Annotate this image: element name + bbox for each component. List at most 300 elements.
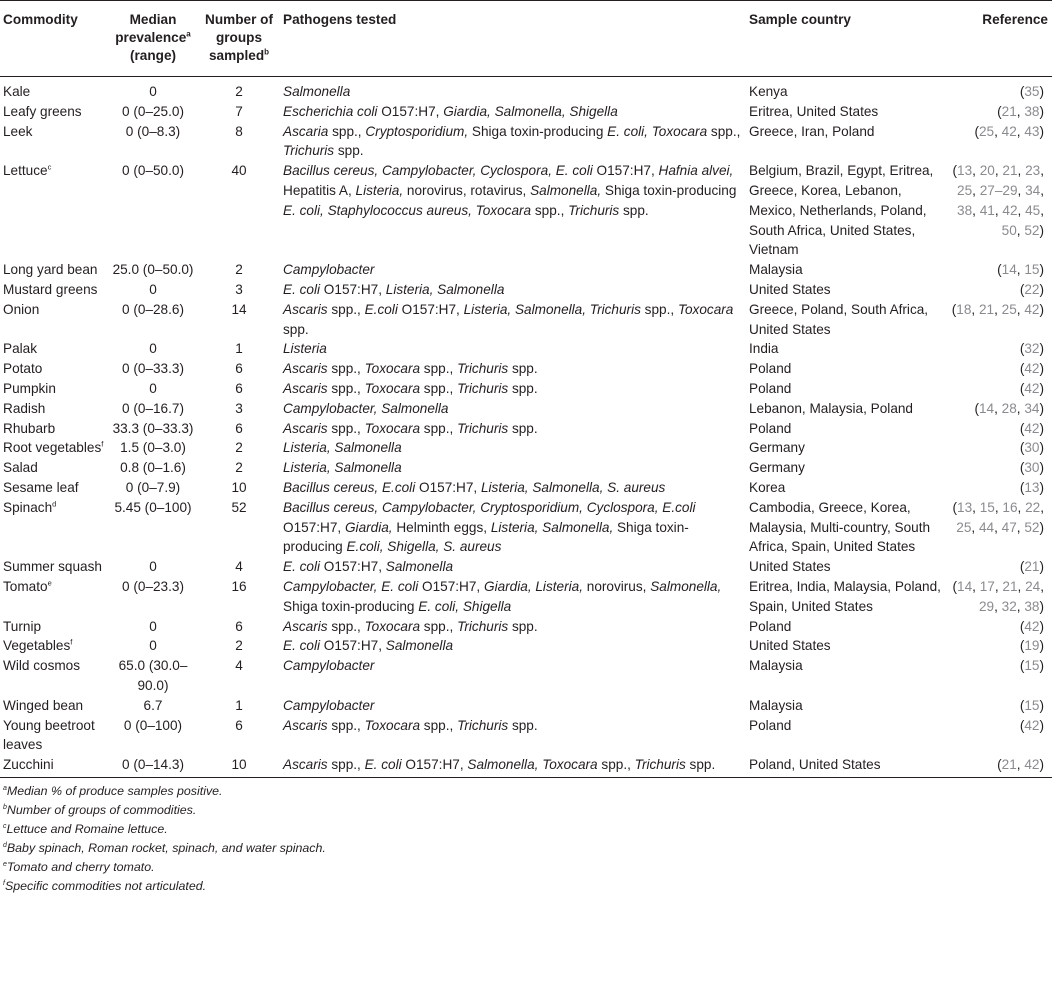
groups-cell: 2: [235, 460, 243, 476]
pathogen-text: Escherichia coli: [283, 103, 378, 119]
footnote: [3, 782, 1052, 801]
table-row: [0, 359, 1052, 379]
pathogen-text: Ascaris: [283, 757, 328, 773]
reference-link[interactable]: 38: [957, 202, 973, 218]
reference-link[interactable]: 32: [1024, 341, 1040, 357]
reference-link[interactable]: 42: [1024, 717, 1040, 733]
reference-link[interactable]: 30: [1024, 440, 1040, 456]
pathogens-cell: [280, 755, 746, 777]
groups-cell: 10: [198, 755, 280, 777]
median-cell: 0: [149, 618, 157, 634]
pathogen-text: E. coli, Shigella: [418, 598, 512, 614]
median-cell: 1.5 (0–3.0): [120, 440, 186, 456]
reference-link[interactable]: 28: [1001, 400, 1017, 416]
pathogen-text: Toxocara: [364, 361, 421, 377]
pathogen-text: Campylobacter: [283, 262, 375, 278]
pathogen-text: O157:H7,: [377, 103, 444, 119]
pathogen-text: Campylobacter, Salmonella: [283, 400, 449, 416]
reference-cell: (42): [1019, 717, 1044, 733]
pathogen-text: spp.: [685, 757, 716, 773]
commodity-cell: [0, 82, 108, 102]
reference-link[interactable]: 15: [1024, 658, 1040, 674]
reference-link[interactable]: 42: [1002, 202, 1018, 218]
pathogen-text: Cryptosporidium,: [365, 123, 469, 139]
reference-link[interactable]: 21: [1001, 103, 1017, 119]
reference-link[interactable]: 50: [1001, 222, 1017, 238]
reference-link[interactable]: 21: [978, 301, 995, 317]
pathogen-text: E.coli: [364, 301, 398, 317]
pathogen-text: Salmonella,: [530, 182, 602, 198]
pathogen-text: Listeria,: [355, 182, 404, 198]
country-cell: Malaysia: [749, 697, 803, 713]
footnote-mark: d: [52, 499, 57, 509]
country-cell: Poland: [749, 380, 792, 396]
pathogen-text: Listeria, Salmonella, S. aureus: [480, 479, 666, 495]
reference-cell: (42): [1019, 420, 1044, 436]
median-cell: 0.8 (0–1.6): [120, 460, 186, 476]
country-cell: Eritrea, India, Malaysia, Poland, Spain, United States: [749, 578, 941, 614]
reference-cell: (13, 15, 16, 22, 25, 44, 47, 52): [952, 499, 1044, 535]
median-cell: 0: [149, 281, 157, 297]
pathogens-cell: [280, 716, 746, 756]
reference-link[interactable]: 13: [957, 499, 973, 515]
reference-link[interactable]: 44: [978, 519, 995, 535]
groups-cell: 1: [235, 341, 243, 357]
pathogens-cell: [280, 419, 746, 439]
pathogens-cell: [280, 696, 746, 716]
country-cell: Belgium, Brazil, Egypt, Eritrea, Greece, Korea, Lebanon, Mexico, Netherlands, Poland, South Africa, United States, Vietnam: [749, 163, 934, 258]
pathogen-text: O157:H7,: [397, 301, 464, 317]
pathogen-text: Shiga toxin-producing: [283, 519, 689, 555]
reference-link[interactable]: 35: [1024, 84, 1040, 99]
median-cell: 0 (0–33.3): [122, 361, 184, 377]
footnote-text: Lettuce and Romaine lettuce.: [6, 821, 168, 836]
pathogen-text: spp.,: [420, 717, 458, 733]
commodity-cell: [0, 656, 108, 696]
footnotes: [0, 778, 1052, 896]
commodity-name: Wild cosmos: [3, 658, 81, 674]
commodity-cell: [0, 339, 108, 359]
median-cell: 0 (0–8.3): [125, 123, 181, 139]
pathogen-text: spp.,: [420, 420, 458, 436]
pathogen-text: Bacillus cereus, Campylobacter, Cyclospora, E. coli: [283, 163, 593, 179]
pathogen-text: Ascaris: [283, 301, 328, 317]
commodity-cell: [0, 280, 108, 300]
pathogen-text: Trichuris: [568, 202, 620, 218]
commodity-name: Pumpkin: [3, 380, 56, 396]
groups-cell: 3: [235, 281, 243, 297]
groups-cell: 8: [235, 123, 243, 139]
pathogen-text: spp.,: [328, 123, 366, 139]
groups-cell: 4: [235, 559, 243, 575]
footnote-mark: c: [47, 162, 52, 172]
footnote-mark: c: [3, 822, 7, 830]
footnote-mark: f: [70, 637, 73, 647]
pathogen-text: Listeria, Salmonella: [283, 460, 402, 476]
pathogen-text: Ascaris: [283, 361, 328, 377]
reference-cell: (19): [1019, 638, 1044, 654]
header-commodity: Commodity: [0, 1, 108, 77]
pathogen-text: Trichuris: [457, 380, 509, 396]
pathogen-text: norovirus, rotavirus,: [403, 182, 531, 198]
pathogen-text: Salmonella, Toxocara: [467, 757, 598, 773]
pathogen-text: Toxocara: [364, 717, 421, 733]
commodity-name: Winged bean: [3, 697, 84, 713]
pathogen-text: spp.: [334, 143, 364, 159]
pathogens-cell: [280, 102, 746, 122]
reference-link[interactable]: 42: [1024, 420, 1040, 436]
footnote: [3, 877, 1052, 896]
pathogen-text: Hafnia alvei,: [658, 163, 734, 179]
table-row: [0, 478, 1052, 498]
commodity-cell: [0, 102, 108, 122]
pathogen-text: spp.,: [327, 757, 365, 773]
reference-link[interactable]: 42: [1024, 301, 1040, 317]
reference-link[interactable]: 43: [1024, 123, 1040, 139]
reference-link[interactable]: 19: [1024, 638, 1040, 654]
reference-cell: (30): [1019, 460, 1044, 476]
country-cell: Greece, Iran, Poland: [749, 123, 875, 139]
pathogen-text: Ascaris: [283, 380, 328, 396]
pathogens-cell: [280, 280, 746, 300]
pathogens-cell: [280, 260, 746, 280]
table-row: [0, 419, 1052, 439]
table-row: [0, 122, 1052, 162]
reference-link[interactable]: 17: [979, 578, 995, 594]
reference-cell: (42): [1019, 361, 1044, 377]
pathogen-text: O157:H7,: [592, 163, 659, 179]
country-cell: Kenya: [749, 84, 788, 99]
commodity-name: Tomato: [3, 578, 48, 594]
country-cell: Poland: [749, 717, 792, 733]
pathogen-text: O157:H7,: [283, 519, 345, 535]
commodity-cell: [0, 458, 108, 478]
groups-cell: 4: [235, 658, 243, 674]
table-row: [0, 339, 1052, 359]
pathogen-text: Bacillus cereus, E.coli: [283, 479, 416, 495]
pathogen-text: spp.: [508, 717, 538, 733]
pathogens-cell: [280, 557, 746, 577]
reference-link[interactable]: 42: [1024, 618, 1040, 634]
pathogens-cell: [280, 359, 746, 379]
commodity-name: Lettuce: [3, 163, 48, 179]
reference-link[interactable]: 21: [1002, 163, 1018, 179]
reference-link[interactable]: 30: [1024, 460, 1040, 476]
groups-cell: 52: [231, 499, 247, 515]
reference-link[interactable]: 27–29: [979, 182, 1018, 198]
median-cell: 0 (0–14.3): [108, 755, 198, 777]
reference-link[interactable]: 25: [956, 519, 972, 535]
pathogen-text: E. coli: [283, 638, 321, 654]
pathogen-text: Trichuris: [457, 618, 509, 634]
commodity-cell: [0, 359, 108, 379]
pathogen-text: spp.,: [707, 123, 741, 139]
footnote-mark: e: [3, 860, 7, 868]
commodity-name: Leek: [3, 123, 33, 139]
pathogens-cell: [280, 82, 746, 102]
median-cell: 0: [149, 380, 157, 396]
pathogens-cell: [280, 498, 746, 557]
table-row: [0, 280, 1052, 300]
pathogen-text: spp.: [508, 420, 538, 436]
reference-cell: (14, 28, 34): [974, 400, 1044, 416]
commodity-cell: [0, 498, 108, 557]
reference-cell: (25, 42, 43): [974, 123, 1044, 139]
median-cell: 0 (0–28.6): [122, 301, 184, 317]
pathogen-text: E.coli, Shigella, S. aureus: [346, 539, 502, 555]
pathogen-text: Listeria: [283, 341, 327, 357]
table-row: [0, 399, 1052, 419]
pathogens-cell: [280, 478, 746, 498]
country-cell: Poland, United States: [746, 755, 946, 777]
reference-link[interactable]: 14: [978, 400, 995, 416]
reference-link[interactable]: 32: [1001, 598, 1017, 614]
commodity-name: Spinach: [3, 499, 53, 515]
pathogen-text: spp.,: [327, 717, 365, 733]
pathogen-text: Ascaria: [283, 123, 329, 139]
groups-cell: 6: [235, 420, 243, 436]
reference-link[interactable]: 42: [1024, 380, 1040, 396]
footnote-text: Baby spinach, Roman rocket, spinach, and water spinach.: [6, 840, 326, 855]
reference-link[interactable]: 25: [978, 123, 995, 139]
pathogen-text: Campylobacter: [283, 697, 375, 713]
groups-cell: 1: [235, 697, 243, 713]
reference-link[interactable]: 15: [1024, 262, 1040, 278]
pathogen-text: E. coli, Toxocara: [607, 123, 708, 139]
reference-link[interactable]: 14: [957, 578, 973, 594]
pathogens-cell: [280, 379, 746, 399]
reference-link[interactable]: 38: [1024, 103, 1040, 119]
pathogen-text: Salmonella,: [650, 578, 722, 594]
median-cell: 25.0 (0–50.0): [112, 262, 194, 278]
reference-link[interactable]: 42: [1024, 361, 1040, 377]
groups-cell: 7: [235, 103, 243, 119]
reference-link[interactable]: 13: [957, 163, 973, 179]
table-row: [0, 458, 1052, 478]
pathogen-text: E. coli: [283, 281, 321, 297]
reference-link[interactable]: 42: [1024, 757, 1040, 773]
reference-link[interactable]: 52: [1024, 519, 1040, 535]
pathogen-text: spp.: [508, 618, 538, 634]
table-row: [0, 82, 1052, 102]
pathogen-text: spp.: [508, 361, 538, 377]
pathogen-text: O157:H7,: [320, 281, 386, 297]
table-row: [0, 656, 1052, 696]
reference-cell: (13): [1019, 479, 1044, 495]
commodity-name: Onion: [3, 301, 40, 317]
reference-link[interactable]: 15: [1024, 697, 1040, 713]
header-reference: Reference: [946, 1, 1052, 77]
reference-cell: (21, 38): [997, 103, 1044, 119]
pathogens-cell: [280, 636, 746, 656]
reference-link[interactable]: 25: [1001, 301, 1017, 317]
reference-link[interactable]: 41: [979, 202, 995, 218]
pathogens-cell: [280, 656, 746, 696]
pathogen-text: Toxocara: [364, 420, 421, 436]
table-header: [0, 1, 1052, 77]
reference-link[interactable]: 45: [1025, 202, 1041, 218]
reference-link[interactable]: 21: [1001, 757, 1017, 773]
commodity-cell: [0, 399, 108, 419]
table-row: [0, 379, 1052, 399]
reference-link[interactable]: 13: [1024, 479, 1040, 495]
pathogen-text: spp.: [283, 321, 309, 337]
pathogen-text: spp.,: [327, 380, 365, 396]
pathogen-text: Ascaris: [283, 420, 328, 436]
commodity-name: Rhubarb: [3, 420, 56, 436]
table-row: [0, 438, 1052, 458]
table-row: [0, 696, 1052, 716]
reference-cell: (30): [1019, 440, 1044, 456]
reference-cell: (42): [1019, 618, 1044, 634]
footnote-text: Number of groups of commodities.: [6, 802, 197, 817]
footnote-text: Specific commodities not articulated.: [4, 878, 207, 893]
pathogen-text: Campylobacter, E. coli: [283, 578, 419, 594]
commodity-name: Young beetroot leaves: [3, 717, 95, 753]
footnote-mark: e: [47, 578, 52, 588]
pathogen-text: E. coli: [283, 559, 321, 575]
groups-cell: 16: [231, 578, 247, 594]
commodity-cell: [0, 577, 108, 617]
pathogen-text: spp.,: [531, 202, 569, 218]
pathogen-text: spp.,: [420, 380, 458, 396]
pathogen-text: Salmonella: [283, 84, 351, 99]
reference-link[interactable]: 25: [957, 182, 973, 198]
pathogen-text: spp.,: [327, 361, 365, 377]
commodity-name: Root vegetables: [3, 440, 102, 456]
table-row: [0, 161, 1052, 260]
commodity-cell: [0, 557, 108, 577]
pathogen-text: spp.,: [420, 618, 458, 634]
reference-cell: (15): [1019, 697, 1044, 713]
pathogen-text: Shiga toxin-producing: [468, 123, 608, 139]
median-cell: 0 (0–7.9): [125, 479, 181, 495]
reference-link[interactable]: 16: [1002, 499, 1018, 515]
header-median-prevalence: Median prevalence$^a$ (range): [108, 1, 198, 77]
table-body: [0, 77, 1052, 778]
pathogen-text: Listeria, Salmonella, Trichuris: [463, 301, 641, 317]
pathogen-text: spp.: [619, 202, 649, 218]
reference-link[interactable]: 15: [979, 499, 995, 515]
reference-link[interactable]: 21: [1002, 578, 1018, 594]
median-cell: 0 (0–16.7): [122, 400, 184, 416]
country-cell: Poland: [749, 618, 792, 634]
reference-link[interactable]: 34: [1024, 400, 1040, 416]
country-cell: Greece, Poland, South Africa, United States: [749, 301, 929, 337]
footnote-mark: a: [3, 784, 7, 792]
pathogen-text: Trichuris: [457, 717, 509, 733]
median-cell: 33.3 (0–33.3): [112, 420, 194, 436]
header-number-of-groups: Number of groups sampled$^b$: [198, 1, 280, 77]
table-row: [0, 102, 1052, 122]
footnote-mark: a: [186, 29, 191, 39]
reference-link[interactable]: 42: [1001, 123, 1017, 139]
pathogens-cell: [280, 458, 746, 478]
commodity-name: Kale: [3, 84, 31, 99]
pathogen-text: Campylobacter: [283, 658, 375, 674]
reference-link[interactable]: 18: [956, 301, 972, 317]
pathogen-text: Ascaris: [283, 618, 328, 634]
footnote-text: Tomato and cherry tomato.: [6, 859, 155, 874]
reference-link[interactable]: 20: [979, 163, 995, 179]
pathogen-text: spp.: [508, 380, 538, 396]
reference-link[interactable]: 52: [1024, 222, 1040, 238]
reference-cell: (35): [1019, 84, 1044, 99]
commodity-cell: [0, 300, 108, 340]
reference-link[interactable]: 22: [1025, 499, 1041, 515]
commodity-name: Radish: [3, 400, 46, 416]
pathogen-text: norovirus,: [582, 578, 651, 594]
pathogen-text: Listeria, Salmonella,: [490, 519, 614, 535]
reference-cell: (18, 21, 25, 42): [951, 301, 1044, 317]
groups-cell: 2: [235, 440, 243, 456]
country-cell: Malaysia: [749, 658, 803, 674]
country-cell: Korea: [749, 479, 786, 495]
median-cell: 0: [149, 638, 157, 654]
footnote-mark: f: [3, 879, 5, 887]
reference-link[interactable]: 24: [1025, 578, 1041, 594]
footnote: [3, 839, 1052, 858]
pathogen-text: spp.,: [327, 420, 365, 436]
pathogen-text: Listeria, Salmonella: [283, 440, 402, 456]
commodity-cell: [0, 122, 108, 162]
pathogen-text: Toxocara: [677, 301, 734, 317]
reference-cell: (32): [1019, 341, 1044, 357]
commodity-name: Zucchini: [3, 757, 54, 773]
reference-cell: (42): [1019, 380, 1044, 396]
reference-link[interactable]: 23: [1025, 163, 1041, 179]
footnote-mark: f: [101, 439, 104, 449]
reference-link[interactable]: 34: [1025, 182, 1041, 198]
groups-cell: 2: [235, 84, 243, 99]
country-cell: United States: [749, 638, 831, 654]
footnote-mark: b: [264, 47, 270, 57]
country-cell: Eritrea, United States: [749, 103, 879, 119]
groups-cell: 10: [231, 479, 247, 495]
country-cell: United States: [749, 559, 831, 575]
groups-cell: 6: [235, 618, 243, 634]
groups-cell: 6: [235, 717, 243, 733]
reference-link[interactable]: 22: [1024, 281, 1040, 297]
commodity-cell: [0, 478, 108, 498]
reference-cell: (21): [1019, 559, 1044, 575]
commodity-name: Salad: [3, 460, 38, 476]
reference-link[interactable]: 21: [1024, 559, 1040, 575]
commodity-cell: [0, 755, 108, 777]
groups-cell: 3: [235, 400, 243, 416]
reference-link[interactable]: 47: [1001, 519, 1017, 535]
reference-link[interactable]: 29: [978, 598, 995, 614]
country-cell: Germany: [749, 460, 805, 476]
commodity-cell: [0, 438, 108, 458]
pathogen-text: Trichuris: [457, 420, 509, 436]
median-cell: 0: [149, 84, 157, 99]
reference-link[interactable]: 38: [1024, 598, 1040, 614]
reference-cell: (14, 15): [997, 262, 1044, 278]
pathogens-cell: [280, 617, 746, 637]
reference-cell: (21, 42): [946, 755, 1052, 777]
pathogen-text: Trichuris: [634, 757, 686, 773]
pathogens-cell: [280, 399, 746, 419]
reference-cell: (14, 17, 21, 24, 29, 32, 38): [952, 578, 1044, 614]
commodity-cell: [0, 636, 108, 656]
commodity-name: Long yard bean: [3, 262, 98, 278]
commodity-cell: [0, 419, 108, 439]
groups-cell: 14: [231, 301, 247, 317]
pathogen-text: O157:H7,: [415, 479, 481, 495]
commodity-cell: [0, 161, 108, 260]
reference-link[interactable]: 14: [1001, 262, 1017, 278]
